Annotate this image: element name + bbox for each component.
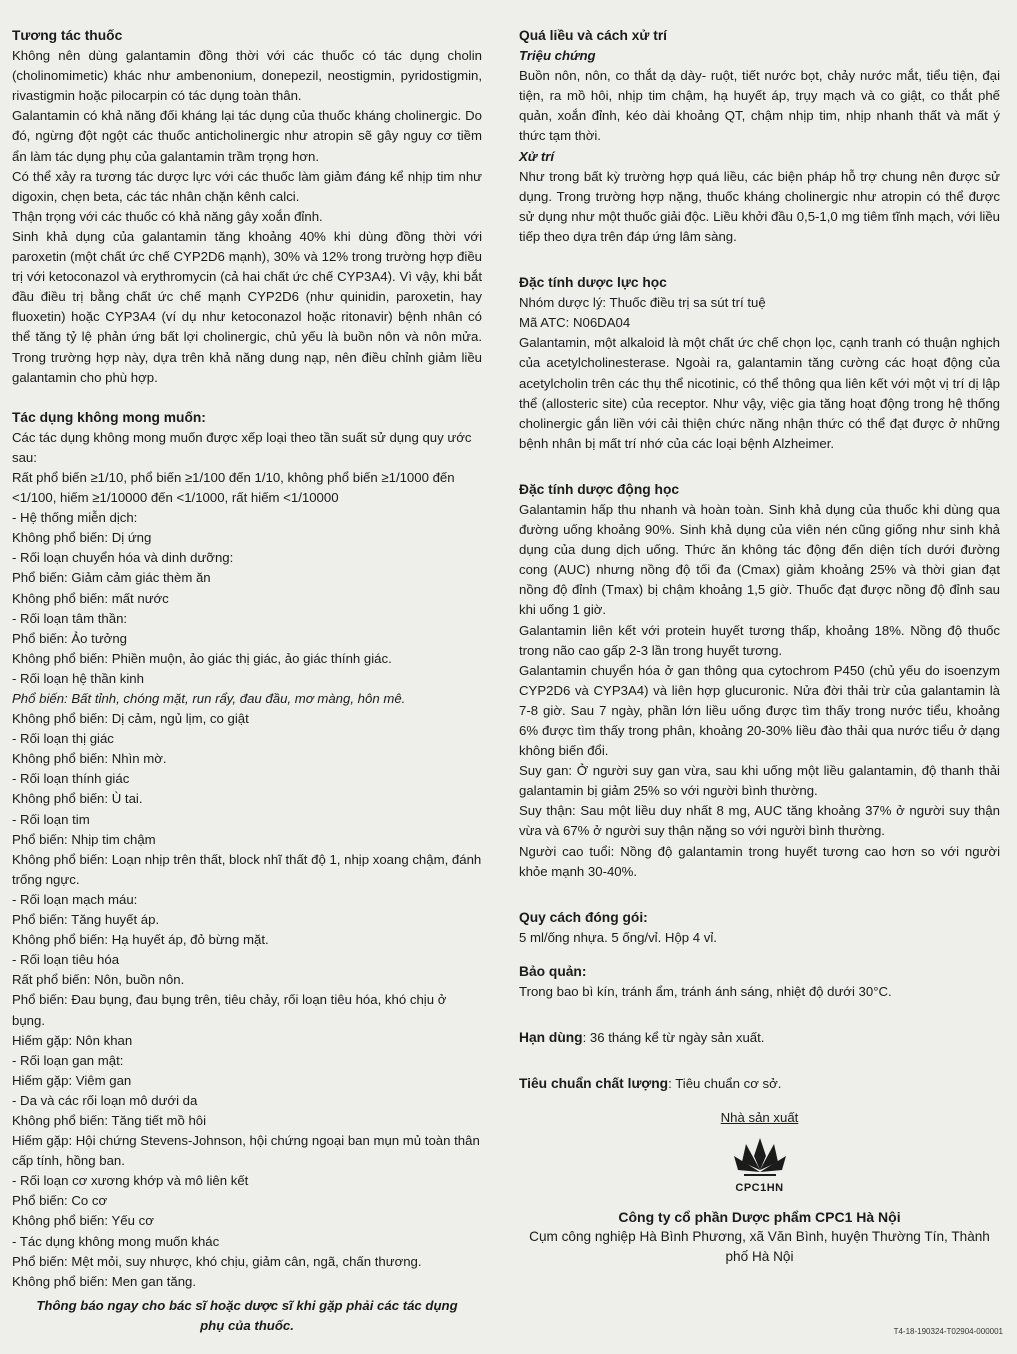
list-item: Không phổ biến: Men gan tăng. [12, 1273, 197, 1289]
list-item: Phổ biến: Bất tỉnh, chóng mặt, run rẩy, đau đầu, mơ màng, hôn mê. [12, 691, 406, 706]
interactions-para: Có thể xảy ra tương tác dược lực với các thuốc làm giảm đáng kể nhịp tim như digoxin, chẹn beta, các tác nhân chặn kênh calci. [12, 168, 482, 204]
list-item: Hiếm gặp: Hội chứng Stevens-Johnson, hội chứng ngoại ban mụn mủ toàn thân cấp tính, hồng ban. [12, 1133, 480, 1169]
list-item: Không phổ biến: Ù tai. [12, 791, 143, 807]
storage-heading: Bảo quản: [519, 963, 587, 979]
symptoms-text: Buồn nôn, nôn, co thắt dạ dày- ruột, tiết nước bọt, chảy nước mắt, tiểu tiện, đại tiện, ra mồ hôi, nhịp tim chậm, hạ huyết áp, trụy mạch và co giật, co thắt phế quản, xoắn đỉnh, kéo dài khoảng QT, chậm nhịp tim, nhịp nhanh thất và mất ý thức tạm thời. [519, 68, 1000, 144]
standard-text: : Tiêu chuẩn cơ sở. [668, 1076, 782, 1092]
interactions-heading: Tương tác thuốc [12, 28, 123, 43]
pharmacokinetics-para: Galantamin liên kết với protein huyết tương thấp, khoảng 18%. Nồng độ thuốc trong não cao gấp 2-3 lần trong huyết tương. [519, 622, 1000, 658]
list-item: Không phổ biến: mất nước [12, 590, 169, 606]
right-column [519, 26, 1000, 1267]
company-address: Cụm công nghiệp Hà Bình Phương, xã Văn Bình, huyện Thường Tín, Thành phố Hà Nội [529, 1228, 990, 1264]
list-item: - Rối loạn mạch máu: [12, 891, 138, 907]
pharmacodynamics-body [519, 293, 1000, 454]
list-item: Rất phổ biến: Nôn, buồn nôn. [12, 972, 185, 988]
pharmacodynamics-para: Mã ATC: N06DA04 [519, 315, 631, 331]
lotus-logo-icon [730, 1136, 790, 1180]
interactions-body [12, 46, 482, 388]
side-effects-heading: Tác dụng không mong muốn: [12, 409, 206, 425]
pharmacodynamics-para: Galantamin, một alkaloid là một chất ức chế chọn lọc, cạnh tranh có thuận nghịch của acetylcholinesterase. Ngoài ra, galantamin tăng cường các hoạt động của acetylcholin trên các thụ thể nicotinic, có thể thông qua liên kết với một vị trí dị lập thể (allosteric site) của receptor. Như vậy, việc gia tăng hoạt động trong hệ thống cholinergic gắn liền với cải thiện chức năng nhận thức có thể đạt được ở những bệnh nhân bị mất trí nhớ của các loại bệnh Alzheimer. [519, 335, 1000, 451]
treatment-heading: Xử trí [519, 148, 555, 164]
standard-heading: Tiêu chuẩn chất lượng [519, 1076, 669, 1092]
list-item: - Tác dụng không mong muốn khác [12, 1233, 220, 1249]
packaging-text: 5 ml/ống nhựa. 5 ống/vỉ. Hộp 4 vỉ. [519, 929, 717, 945]
pharmacokinetics-para: Galantamin hấp thu nhanh và hoàn toàn. Sinh khả dụng của thuốc khi dùng qua đường uống khoảng 90%. Sinh khả dụng của viên nén cũng giống như sinh khả dụng của dung dịch uống. Thức ăn không tác động đến diện tích dưới đường cong (AUC) nhưng nồng độ tối đa (Cmax) giảm khoảng 25% và thời gian đạt nồng độ đỉnh (Tmax) bị chậm khoảng 1,5 giờ. Thuốc đạt được nồng độ đỉnh sau khi uống 1 giờ. [519, 501, 1000, 618]
company-name: Công ty cổ phần Dược phẩm CPC1 Hà Nội [618, 1208, 901, 1225]
list-item: Phổ biến: Giảm cảm giác thèm ăn [12, 570, 211, 586]
list-item: Không phổ biến: Loạn nhịp trên thất, block nhĩ thất độ 1, nhịp xoang chậm, đánh trống ngực. [12, 851, 482, 887]
manufacturer-label: Nhà sản xuất [720, 1110, 799, 1126]
list-item: Không phổ biến: Dị ứng [12, 530, 152, 546]
list-item: - Rối loạn thính giác [12, 771, 130, 787]
left-column [12, 26, 482, 1336]
list-item: Không phổ biến: Tăng tiết mồ hôi [12, 1112, 207, 1128]
list-item: - Rối loạn gan mật: [12, 1052, 124, 1068]
interactions-para: Sinh khả dụng của galantamin tăng khoảng 40% khi dùng đồng thời với paroxetin (một chất ức chế CYP2D6 mạnh), 30% và 12% trong trường hợp điều trị với ketoconazol và erythromycin (cả hai chất ức chế CYP3A4). Vì vậy, khi bắt đầu điều trị bằng chất ức chế mạnh CYP2D6 (như quinidin, paroxetin, hay fluoxetin) hoặc CYP3A4 (ví dụ như ketoconazol hoặc ritonavir) bệnh nhân có thể tăng tỷ lệ phản ứng bất lợi cholinergic, chủ yếu là buồn nôn và nôn mửa. Trong trường hợp này, dựa trên khả năng dung nạp, nên điều chỉnh giảm liều galantamin cho phù hợp. [12, 228, 482, 385]
list-item: Hiếm gặp: Viêm gan [12, 1072, 132, 1088]
list-item: Phổ biến: Mệt mỏi, suy nhược, khó chịu, giảm cân, ngã, chấn thương. [12, 1253, 422, 1269]
packaging-heading: Quy cách đóng gói: [519, 909, 648, 925]
document-code: T4-18-190324-T02904-000001 [893, 1327, 1003, 1336]
list-item: - Rối loạn tâm thần: [12, 610, 128, 626]
list-item: Phổ biến: Đau bụng, đau bụng trên, tiêu chảy, rối loạn tiêu hóa, khó chịu ở bụng. [12, 992, 447, 1028]
list-item: - Hệ thống miễn dịch: [12, 510, 138, 526]
list-item: Không phổ biến: Dị cảm, ngủ lịm, co giật [12, 711, 249, 727]
expiry-heading: Hạn dùng [519, 1030, 583, 1046]
side-effects-list [12, 508, 482, 1292]
list-item: - Rối loạn hệ thần kinh [12, 670, 144, 686]
company-logo [519, 1136, 1000, 1198]
manufacturer-section [519, 1108, 1000, 1128]
list-item: Hiếm gặp: Nôn khan [12, 1032, 133, 1048]
list-item: Không phổ biến: Hạ huyết áp, đỏ bừng mặt. [12, 932, 269, 948]
pharmacodynamics-para: Nhóm dược lý: Thuốc điều trị sa sút trí tuệ [519, 295, 766, 311]
symptoms-heading: Triệu chứng [519, 48, 596, 64]
list-item: - Rối loạn thị giác [12, 731, 114, 747]
list-item: Phổ biến: Ảo tưởng [12, 630, 127, 646]
list-item: - Rối loạn cơ xương khớp và mô liên kết [12, 1173, 249, 1189]
list-item: Không phổ biến: Phiền muộn, ảo giác thị giác, ảo giác thính giác. [12, 650, 392, 666]
standard-line [519, 1074, 1000, 1094]
interactions-para: Thận trọng với các thuốc có khả năng gây xoắn đỉnh. [12, 208, 323, 224]
overdose-heading: Quá liều và cách xử trí [519, 28, 668, 43]
expiry-text: : 36 tháng kể từ ngày sản xuất. [582, 1030, 765, 1046]
list-item: Không phổ biến: Nhìn mờ. [12, 751, 167, 767]
list-item: - Da và các rối loạn mô dưới da [12, 1092, 198, 1108]
pharmacokinetics-para: Suy thận: Sau một liều duy nhất 8 mg, AUC tăng khoảng 37% ở người suy thận vừa và 67% ở người suy thận nặng so với người bình thường. [519, 803, 1000, 839]
side-effects-intro: Các tác dụng không mong muốn được xếp loại theo tần suất sử dụng quy ước sau: [12, 429, 472, 465]
storage-text: Trong bao bì kín, tránh ẩm, tránh ánh sáng, nhiệt độ dưới 30°C. [519, 984, 892, 1000]
list-item: - Rối loạn tim [12, 811, 90, 827]
list-item: Không phổ biến: Yếu cơ [12, 1213, 154, 1229]
list-item: Phổ biến: Co cơ [12, 1193, 108, 1209]
interactions-para: Galantamin có khả năng đối kháng lại tác dụng của thuốc kháng cholinergic. Do đó, ngừng đột ngột các thuốc anticholinergic như atropin sẽ gây nguy cơ tiềm ẩn làm tác dụng phụ của galantamin trầm trọng hơn. [12, 108, 482, 164]
list-item: Phổ biến: Tăng huyết áp. [12, 912, 160, 928]
report-warning: Thông báo ngay cho bác sĩ hoặc dược sĩ khi gặp phải các tác dụng phụ của thuốc. [36, 1297, 458, 1333]
list-item: - Rối loạn chuyển hóa và dinh dưỡng: [12, 550, 234, 566]
pharmacodynamics-heading: Đặc tính dược lực học [519, 275, 667, 291]
pharmacokinetics-para: Người cao tuổi: Nồng độ galantamin trong huyết tương cao hơn so với người khỏe mạnh 30-40%. [519, 843, 1000, 879]
expiry-line [519, 1028, 1000, 1048]
pharmacokinetics-heading: Đặc tính dược động học [519, 481, 680, 497]
pharmacokinetics-body [519, 500, 1000, 882]
list-item: Phổ biến: Nhịp tim chậm [12, 831, 156, 847]
pharmacokinetics-para: Galantamin chuyển hóa ở gan thông qua cytochrom P450 (chủ yếu do isoenzym CYP2D6 và CYP3A4) và liên hợp glucuronic. Nửa đời thải trừ của galantamin là 7-8 giờ. Sau 7 ngày, phần lớn liều uống được tìm thấy trong nước tiểu, khoảng 6% được tìm thấy trong phân, khoảng 20-30% liều đào thải qua nước tiểu ở dạng không biến đổi. [519, 662, 1000, 759]
treatment-text: Như trong bất kỳ trường hợp quá liều, các biện pháp hỗ trợ chung nên được sử dụng. Trong trường hợp nặng, thuốc kháng cholinergic như atropin có thể được sử dụng như một thuốc giải độc. Liều khởi đầu 0,5-1,0 mg tiêm tĩnh mạch, với liều tiếp theo dựa trên đáp ứng lâm sàng. [519, 168, 1000, 244]
side-effects-frequency: Rất phổ biến ≥1/10, phổ biến ≥1/100 đến 1/10, không phổ biến ≥1/1000 đến <1/100, hiếm ≥1/10000 đến <1/1000, rất hiếm <1/10000 [12, 469, 455, 506]
logo-text: CPC1HN [735, 1182, 784, 1195]
interactions-para: Không nên dùng galantamin đồng thời với các thuốc có tác dụng cholin (cholinomimetic) khác như ambenonium, donepezil, neostigmin, pyridostigmin, rivastigmin hoặc pilocarpin có tác dụng toàn thân. [12, 48, 482, 104]
pharmacokinetics-para: Suy gan: Ở người suy gan vừa, sau khi uống một liều galantamin, độ thanh thải galantamin bị giảm 25% so với người bình thường. [519, 763, 1000, 799]
list-item: - Rối loạn tiêu hóa [12, 952, 120, 968]
